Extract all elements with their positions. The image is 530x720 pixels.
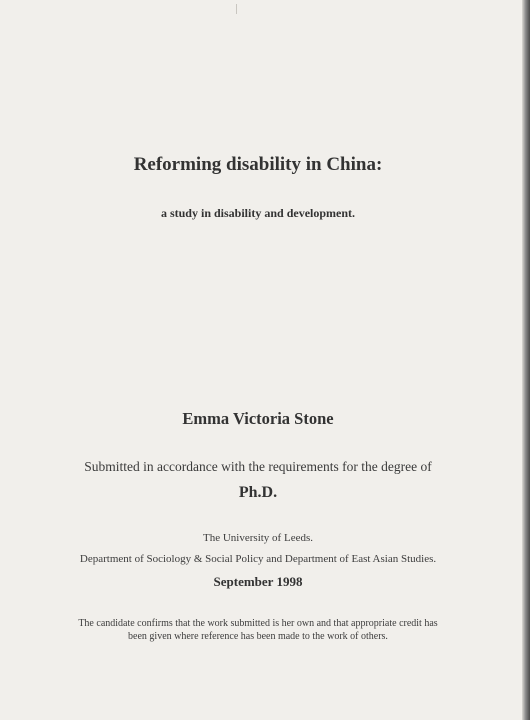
declaration-line-1: The candidate confirms that the work submitted is her own and that appropriate credit has [78, 618, 438, 629]
declaration-line-2: been given where reference has been made to the work of others. [128, 631, 388, 642]
scan-mark [236, 4, 237, 14]
page-edge-shadow [522, 0, 530, 720]
department-names: Department of Sociology & Social Policy and Department of East Asian Studies. [79, 553, 437, 565]
submission-statement: Submitted in accordance with the requirements for the degree of [84, 459, 432, 474]
university-name: The University of Leeds. [203, 532, 313, 544]
thesis-title: Reforming disability in China: [133, 154, 383, 175]
thesis-subtitle: a study in disability and development. [160, 206, 356, 220]
author-name: Emma Victoria Stone [182, 409, 334, 428]
declaration-text [68, 617, 448, 643]
degree-name: Ph.D. [238, 484, 278, 501]
submission-date: September 1998 [213, 574, 303, 589]
